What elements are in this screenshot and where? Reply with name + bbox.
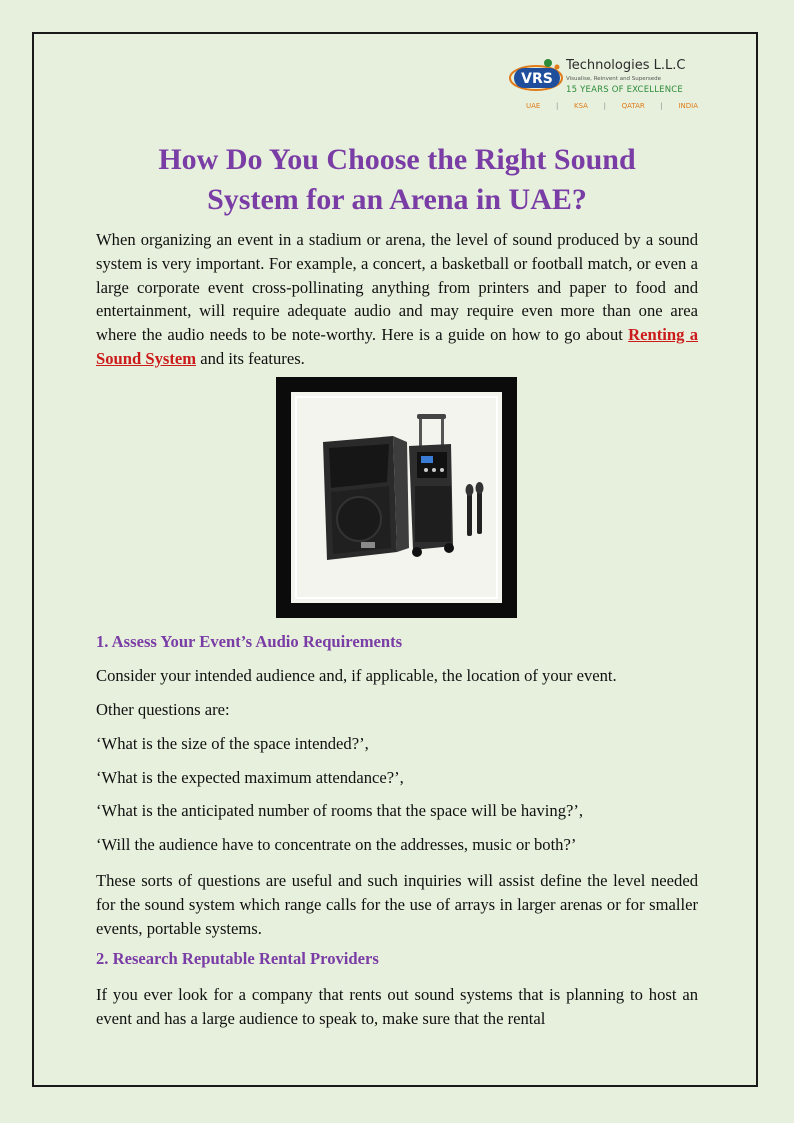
country-separator: | <box>660 102 663 110</box>
intro-text: When organizing an event in a stadium or arena, the level of sound produced by a sound system is very important. For example, a concert, a basketball or football match, or even a large corporate event cross-pollinating anything from printers and paper to food and entertainment, will require adequate audio and may require even more than one area where the audio needs to be note-worthy. Here is a guide on how to go about <box>96 230 698 345</box>
section-1-conclusion: These sorts of questions are useful and such inquiries will assist define the level needed for the sound system which range calls for the use of arrays in larger arenas or for smaller events, portable systems. <box>96 871 698 938</box>
section-2-heading: 2. Research Reputable Rental Providers <box>96 949 379 968</box>
logo-countries <box>526 102 698 110</box>
section-1-questions-intro: Other questions are: <box>96 700 230 719</box>
speaker-illustration <box>301 402 492 593</box>
section-2-paragraph: If you ever look for a company that rents out sound systems that is planning to host an event and has a large audience to speak to, make sure that the rental <box>96 985 698 1028</box>
section-1-heading: 1. Assess Your Event’s Audio Requirements <box>96 632 403 651</box>
country-india: INDIA <box>678 102 698 110</box>
logo-badge-text: VRS <box>521 71 553 87</box>
question-item: ‘What is the expected maximum attendance?’, <box>96 768 404 787</box>
page-title <box>96 140 698 220</box>
intro-text-end: and its features. <box>196 348 305 368</box>
company-logo <box>508 54 708 116</box>
country-uae: UAE <box>526 102 541 110</box>
renting-sound-system-link[interactable]: Renting a Sound System <box>96 325 698 368</box>
image-inner-frame <box>288 389 505 606</box>
question-item: ‘What is the size of the space intended?’, <box>96 734 369 753</box>
section-1-paragraph: Consider your intended audience and, if applicable, the location of your event. <box>96 666 617 685</box>
title-line-1: How Do You Choose the Right Sound <box>158 143 636 176</box>
country-ksa: KSA <box>574 102 588 110</box>
question-item: ‘Will the audience have to concentrate on the addresses, music or both?’ <box>96 835 577 854</box>
vrs-logo-icon <box>508 58 566 98</box>
country-separator: | <box>603 102 606 110</box>
intro-paragraph <box>96 228 698 371</box>
title-line-2: System for an Arena in UAE? <box>207 183 587 216</box>
logo-years: 15 YEARS OF EXCELLENCE <box>566 85 683 95</box>
country-separator: | <box>556 102 559 110</box>
sound-system-image <box>276 377 517 618</box>
logo-company-name: Technologies L.L.C <box>566 58 686 73</box>
logo-tagline: Visualise, Reinvent and Supersede <box>566 76 662 82</box>
country-qatar: QATAR <box>621 102 645 110</box>
question-item: ‘What is the anticipated number of rooms that the space will be having?’, <box>96 801 584 820</box>
